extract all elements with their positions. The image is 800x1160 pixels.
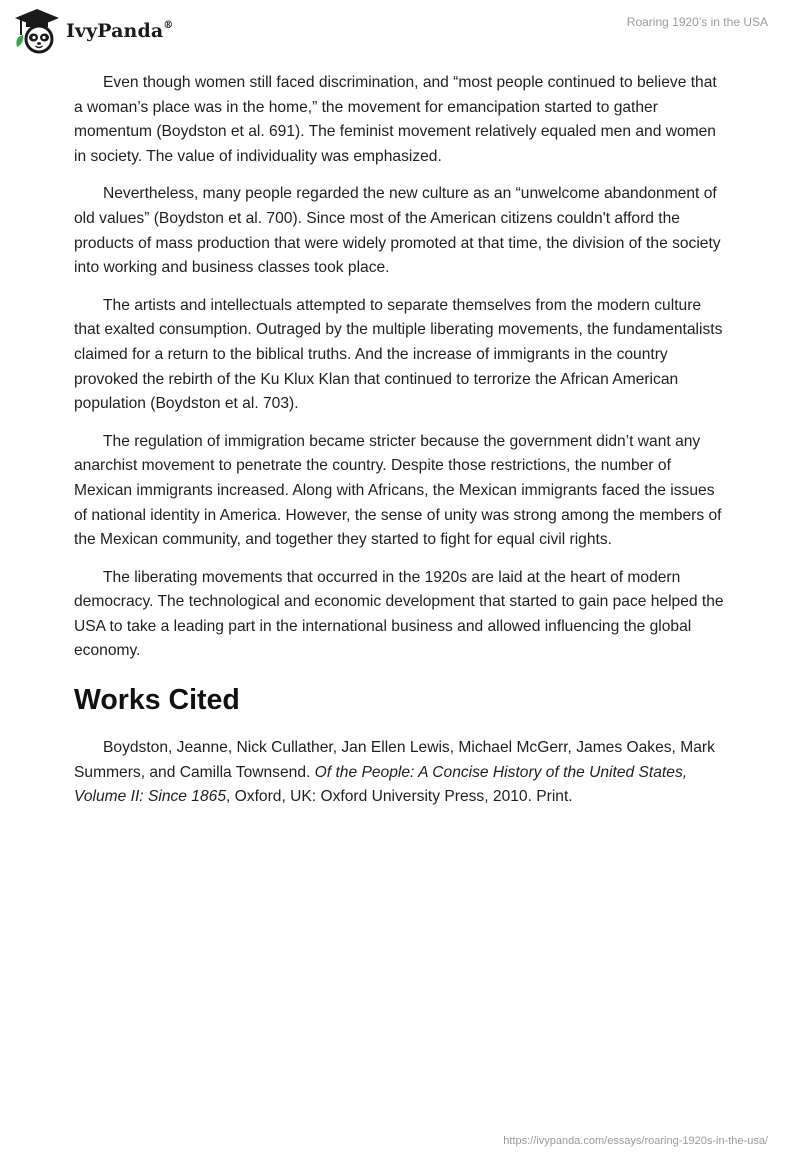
citation-publication: , Oxford, UK: Oxford University Press, 2010. Print. xyxy=(226,788,573,806)
body-paragraph: The liberating movements that occurred in the 1920s are laid at the heart of modern democracy. The technological and economic development that started to gain pace helped the USA to take a leading part in the international business and allowed influencing the global economy. xyxy=(74,568,724,660)
citation-entry xyxy=(74,736,724,810)
body-paragraph: The regulation of immigration became stricter because the government didn’t want any anarchist movement to penetrate the country. Despite those restrictions, the number of Mexican immigrants increased. Along with Africans, the Mexican immigrants faced the issues of national identity in America. However, the sense of unity was strong among the members of the Mexican community, and together they started to fight for equal civil rights. xyxy=(74,432,722,549)
citation-authors: Boydston, Jeanne, Nick Cullather, Jan Ellen Lewis, Michael McGerr, James Oakes, Mark Summers, and Camilla Townsend. xyxy=(74,739,715,781)
body-paragraph: Even though women still faced discrimination, and “most people continued to believe that a woman’s place was in the home,” the movement for emancipation started to gather momentum (Boydston et al. 691). The feminist movement relatively equaled men and women in society. The value of individuality was emphasized. xyxy=(74,74,717,165)
body-paragraph: Nevertheless, many people regarded the new culture as an “unwelcome abandonment of old values” (Boydston et al. 700). Since most of the American citizens couldn't afford the products of mass production that were widely promoted at that time, the division of the society into working and business classes took place. xyxy=(74,185,721,277)
ivypanda-logo[interactable] xyxy=(14,7,173,55)
running-title: Roaring 1920’s in the USA xyxy=(626,15,768,29)
works-cited-heading: Works Cited xyxy=(74,684,240,717)
citation-title: Of the People: A Concise History of the United States, Volume II: Since 1865 xyxy=(74,763,688,806)
page-header xyxy=(0,0,800,66)
registered-mark: ® xyxy=(163,19,174,31)
body-paragraph: The artists and intellectuals attempted to separate themselves from the modern culture that exalted consumption. Outraged by the multiple liberating movements, the fundamentalists claimed for a return to the biblical truths. And the increase of immigrants in the country provoked the rebirth of the Ku Klux Klan that continued to terrorize the African American population (Boydston et al. 703). xyxy=(74,296,723,413)
panda-graduation-cap-icon xyxy=(14,7,60,55)
essay-content xyxy=(74,71,724,823)
source-url-link[interactable]: https://ivypanda.com/essays/roaring-1920s-in-the-usa/ xyxy=(503,1135,768,1147)
brand-name: IvyPanda® xyxy=(66,19,174,42)
